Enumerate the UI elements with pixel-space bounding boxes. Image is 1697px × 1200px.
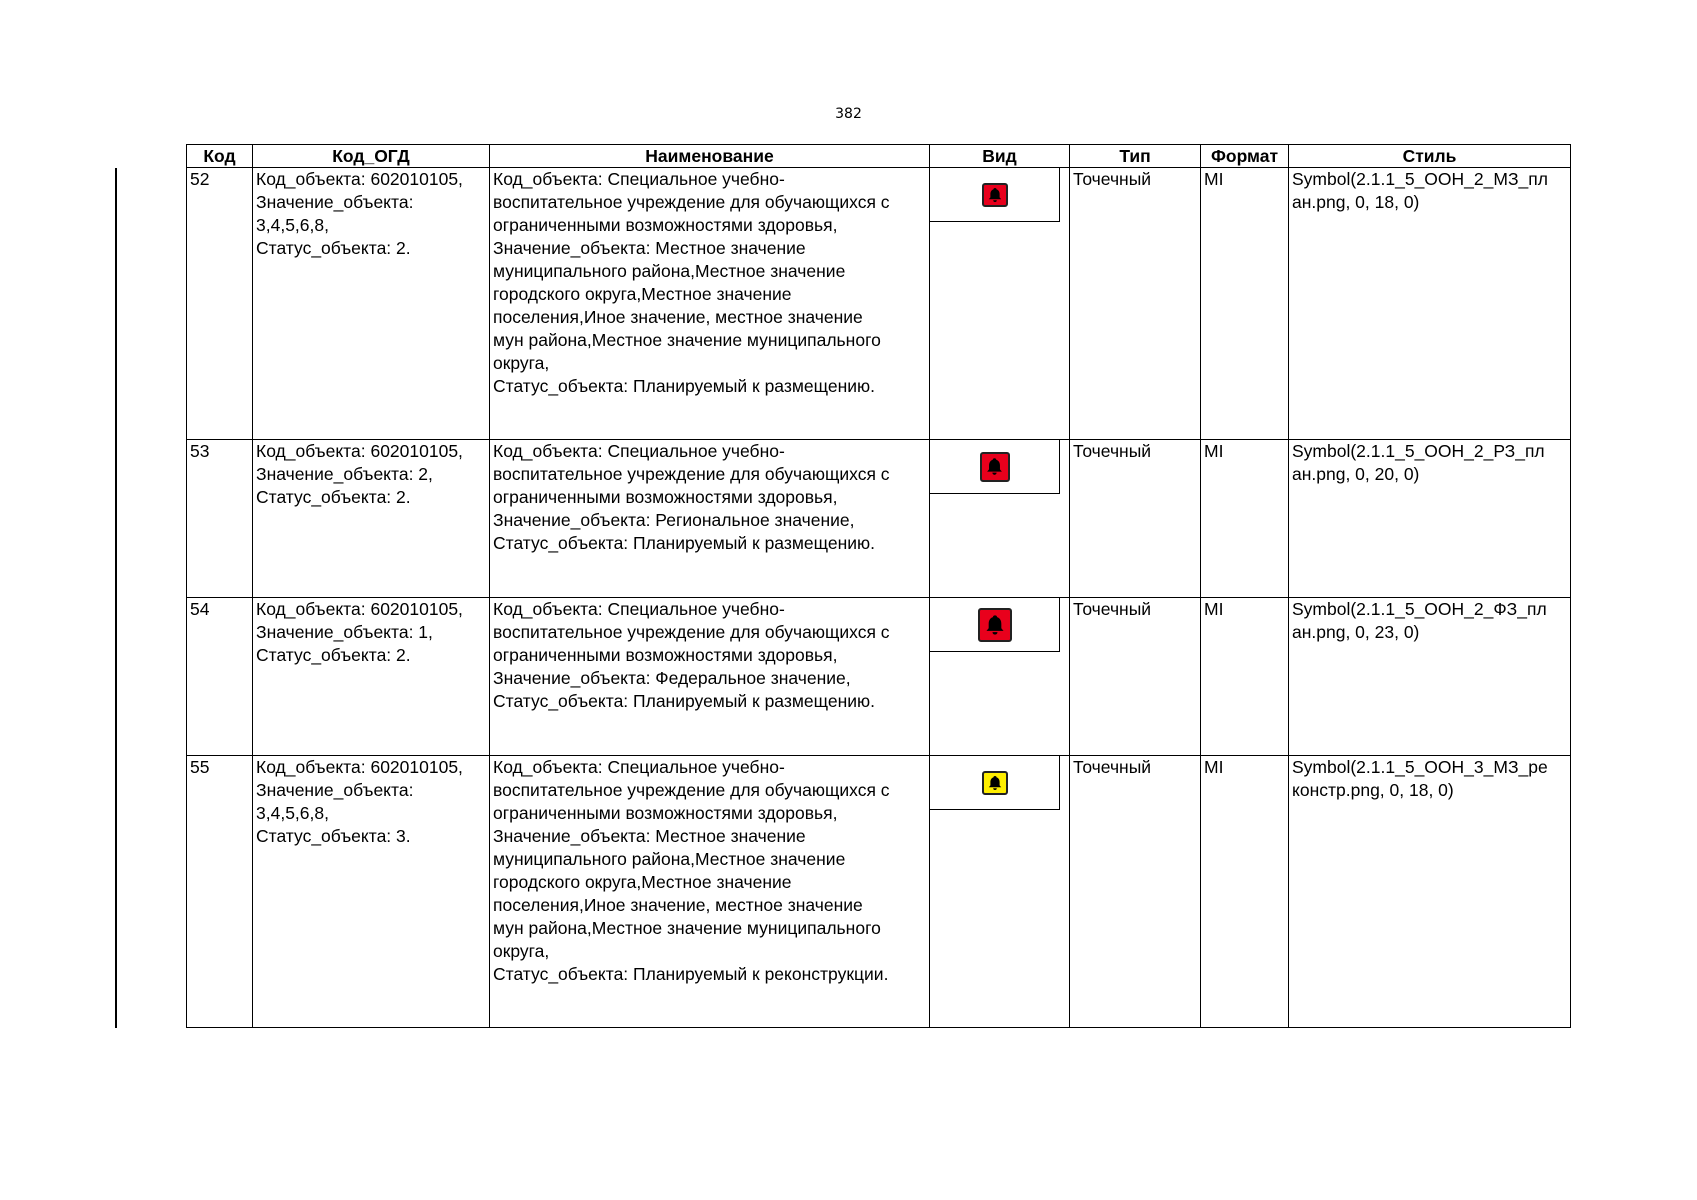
cell-style: Symbol(2.1.1_5_ООН_2_МЗ_пл ан.png, 0, 18, 0) (1289, 168, 1571, 440)
header-style: Стиль (1289, 145, 1571, 168)
cell-format: MI (1201, 440, 1289, 598)
symbol-table (186, 144, 1571, 1028)
cell-kod: 54 (187, 598, 253, 756)
table-row (187, 440, 1571, 598)
bell-icon (978, 608, 1012, 642)
cell-name: Код_объекта: Специальное учебно- воспитательное учреждение для обучающихся с ограниченными возможностями здоровья, Значение_объекта: Федеральное значение, Статус_объекта: Планируемый к размещению. (490, 598, 930, 756)
cell-kod-ogd: Код_объекта: 602010105, Значение_объекта: 2, Статус_объекта: 2. (253, 440, 490, 598)
bell-icon (982, 771, 1008, 795)
table-row (187, 168, 1571, 440)
symbol-preview (930, 756, 1060, 810)
header-kod: Код (187, 145, 253, 168)
header-tip: Тип (1070, 145, 1201, 168)
cell-format: MI (1201, 756, 1289, 1028)
cell-style: Symbol(2.1.1_5_ООН_2_ФЗ_пл ан.png, 0, 23, 0) (1289, 598, 1571, 756)
cell-kod-ogd: Код_объекта: 602010105, Значение_объекта: 1, Статус_объекта: 2. (253, 598, 490, 756)
symbol-preview (930, 440, 1060, 494)
bell-icon (980, 452, 1010, 482)
header-format: Формат (1201, 145, 1289, 168)
cell-kod: 55 (187, 756, 253, 1028)
cell-style: Symbol(2.1.1_5_ООН_3_МЗ_ре констр.png, 0, 18, 0) (1289, 756, 1571, 1028)
cell-tip: Точечный (1070, 756, 1201, 1028)
cell-format: MI (1201, 598, 1289, 756)
symbol-preview (930, 598, 1060, 652)
cell-name: Код_объекта: Специальное учебно- воспитательное учреждение для обучающихся с ограниченными возможностями здоровья, Значение_объекта: Местное значение муниципального района,Местное значение городского округа,Местное значение поселения,Иное значение, местное значение мун района,Местное значение муниципального округа, Статус_объекта: Планируемый к размещению. (490, 168, 930, 440)
cell-kod: 52 (187, 168, 253, 440)
cell-name: Код_объекта: Специальное учебно- воспитательное учреждение для обучающихся с ограниченными возможностями здоровья, Значение_объекта: Региональное значение, Статус_объекта: Планируемый к размещению. (490, 440, 930, 598)
cell-vid (930, 440, 1070, 598)
header-vid: Вид (930, 145, 1070, 168)
cell-tip: Точечный (1070, 168, 1201, 440)
cell-vid (930, 756, 1070, 1028)
cell-tip: Точечный (1070, 598, 1201, 756)
cell-name: Код_объекта: Специальное учебно- воспитательное учреждение для обучающихся с ограниченными возможностями здоровья, Значение_объекта: Местное значение муниципального района,Местное значение городского округа,Местное значение поселения,Иное значение, местное значение мун района,Местное значение муниципального округа, Статус_объекта: Планируемый к реконструкции. (490, 756, 930, 1028)
margin-line (115, 168, 117, 1028)
header-name: Наименование (490, 145, 930, 168)
cell-vid (930, 168, 1070, 440)
cell-vid (930, 598, 1070, 756)
cell-format: MI (1201, 168, 1289, 440)
table-row (187, 598, 1571, 756)
bell-icon (982, 183, 1008, 207)
cell-kod: 53 (187, 440, 253, 598)
table-header-row (187, 145, 1571, 168)
cell-style: Symbol(2.1.1_5_ООН_2_РЗ_пл ан.png, 0, 20, 0) (1289, 440, 1571, 598)
cell-kod-ogd: Код_объекта: 602010105, Значение_объекта: 3,4,5,6,8, Статус_объекта: 2. (253, 168, 490, 440)
symbol-preview (930, 168, 1060, 222)
header-kod-ogd: Код_ОГД (253, 145, 490, 168)
cell-kod-ogd: Код_объекта: 602010105, Значение_объекта: 3,4,5,6,8, Статус_объекта: 3. (253, 756, 490, 1028)
page-number: 382 (835, 106, 862, 122)
cell-tip: Точечный (1070, 440, 1201, 598)
table-row (187, 756, 1571, 1028)
